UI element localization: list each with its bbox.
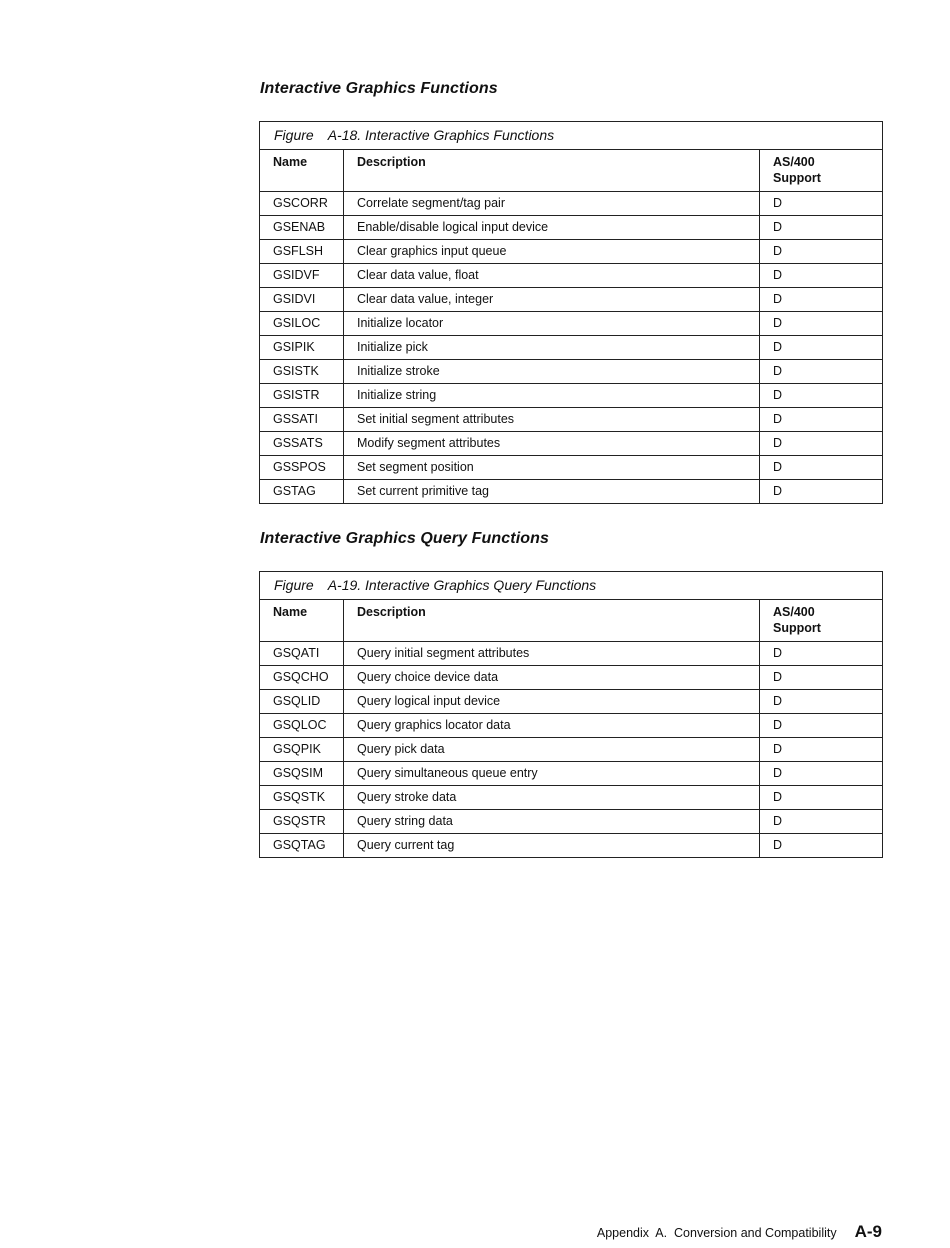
figure-a19-table: [259, 571, 883, 858]
figure-caption: [259, 121, 883, 149]
table-row: [260, 786, 883, 810]
function-name: GSQPIK: [260, 738, 344, 762]
table-row: [260, 288, 883, 312]
figure-label: Figure: [274, 127, 314, 143]
support-value: D: [760, 408, 883, 432]
function-name: GSILOC: [260, 312, 344, 336]
support-value: D: [760, 288, 883, 312]
figure-title: Interactive Graphics Functions: [365, 127, 555, 143]
support-value: D: [760, 456, 883, 480]
function-name: GSIDVI: [260, 288, 344, 312]
support-value: D: [760, 666, 883, 690]
table-row: [260, 480, 883, 504]
support-value: D: [760, 810, 883, 834]
support-header-line1: AS/400: [773, 155, 815, 169]
function-description: Enable/disable logical input device: [344, 216, 760, 240]
table-row: [260, 264, 883, 288]
function-description: Correlate segment/tag pair: [344, 192, 760, 216]
table-row: [260, 456, 883, 480]
column-header-name: Name: [260, 150, 344, 192]
table-row: [260, 642, 883, 666]
function-description: Initialize pick: [344, 336, 760, 360]
function-name: GSQLID: [260, 690, 344, 714]
function-description: Set segment position: [344, 456, 760, 480]
figure-label: Figure: [274, 577, 314, 593]
support-value: D: [760, 786, 883, 810]
footer-text: Appendix A. Conversion and Compatibility: [596, 1226, 837, 1240]
table-row: [260, 384, 883, 408]
function-description: Query pick data: [344, 738, 760, 762]
function-description: Clear graphics input queue: [344, 240, 760, 264]
column-header-name: Name: [260, 600, 344, 642]
function-name: GSSATS: [260, 432, 344, 456]
table-header-row: [260, 150, 883, 192]
table-row: [260, 432, 883, 456]
function-name: GSIPIK: [260, 336, 344, 360]
function-name: GSFLSH: [260, 240, 344, 264]
table-row: [260, 762, 883, 786]
function-description: Initialize string: [344, 384, 760, 408]
support-value: D: [760, 336, 883, 360]
table-row: [260, 834, 883, 858]
table-row: [260, 810, 883, 834]
function-description: Modify segment attributes: [344, 432, 760, 456]
table-row: [260, 240, 883, 264]
table-row: [260, 336, 883, 360]
function-name: GSQSTR: [260, 810, 344, 834]
function-description: Clear data value, integer: [344, 288, 760, 312]
column-header-description: Description: [344, 600, 760, 642]
page-number: A-9: [854, 1222, 882, 1241]
figure-title: Interactive Graphics Query Functions: [365, 577, 597, 593]
function-name: GSISTR: [260, 384, 344, 408]
function-name: GSTAG: [260, 480, 344, 504]
function-description: Set current primitive tag: [344, 480, 760, 504]
function-description: Query logical input device: [344, 690, 760, 714]
column-header-support: [760, 150, 883, 192]
figure-caption: [259, 571, 883, 599]
support-value: D: [760, 312, 883, 336]
function-name: GSSATI: [260, 408, 344, 432]
function-name: GSQSTK: [260, 786, 344, 810]
function-description: Initialize locator: [344, 312, 760, 336]
section-heading-interactive-graphics: Interactive Graphics Functions: [260, 80, 498, 97]
function-name: GSENAB: [260, 216, 344, 240]
support-value: D: [760, 192, 883, 216]
table-row: [260, 312, 883, 336]
function-description: Clear data value, float: [344, 264, 760, 288]
function-name: GSCORR: [260, 192, 344, 216]
support-value: D: [760, 690, 883, 714]
function-name: GSQLOC: [260, 714, 344, 738]
support-value: D: [760, 480, 883, 504]
table-row: [260, 690, 883, 714]
function-description: Query initial segment attributes: [344, 642, 760, 666]
function-description: Query stroke data: [344, 786, 760, 810]
function-description: Query choice device data: [344, 666, 760, 690]
support-value: D: [760, 264, 883, 288]
function-name: GSISTK: [260, 360, 344, 384]
support-header-line2: Support: [773, 170, 821, 185]
support-value: D: [760, 432, 883, 456]
function-description: Initialize stroke: [344, 360, 760, 384]
support-value: D: [760, 642, 883, 666]
support-value: D: [760, 360, 883, 384]
section-heading-interactive-graphics-query: Interactive Graphics Query Functions: [260, 530, 550, 547]
support-value: D: [760, 834, 883, 858]
function-name: GSQATI: [260, 642, 344, 666]
table-row: [260, 738, 883, 762]
table-header-row: [260, 600, 883, 642]
table-row: [260, 192, 883, 216]
table-row: [260, 714, 883, 738]
function-description: Query string data: [344, 810, 760, 834]
function-description: Query simultaneous queue entry: [344, 762, 760, 786]
support-value: D: [760, 216, 883, 240]
support-value: D: [760, 384, 883, 408]
table-row: [260, 408, 883, 432]
figure-number: A-18.: [327, 127, 362, 143]
table-row: [260, 360, 883, 384]
function-description: Query graphics locator data: [344, 714, 760, 738]
function-name: GSQSIM: [260, 762, 344, 786]
support-value: D: [760, 738, 883, 762]
function-description: Query current tag: [344, 834, 760, 858]
figure-number: A-19.: [327, 577, 362, 593]
support-value: D: [760, 240, 883, 264]
function-name: GSQCHO: [260, 666, 344, 690]
table-row: [260, 216, 883, 240]
function-name: GSIDVF: [260, 264, 344, 288]
figure-a18-table: [259, 121, 883, 504]
support-header-line1: AS/400: [773, 605, 815, 619]
function-description: Set initial segment attributes: [344, 408, 760, 432]
support-header-line2: Support: [773, 620, 821, 635]
function-name: GSSPOS: [260, 456, 344, 480]
column-header-support: [760, 600, 883, 642]
support-value: D: [760, 714, 883, 738]
table-row: [260, 666, 883, 690]
support-value: D: [760, 762, 883, 786]
page-footer: [597, 1222, 882, 1242]
column-header-description: Description: [344, 150, 760, 192]
function-name: GSQTAG: [260, 834, 344, 858]
